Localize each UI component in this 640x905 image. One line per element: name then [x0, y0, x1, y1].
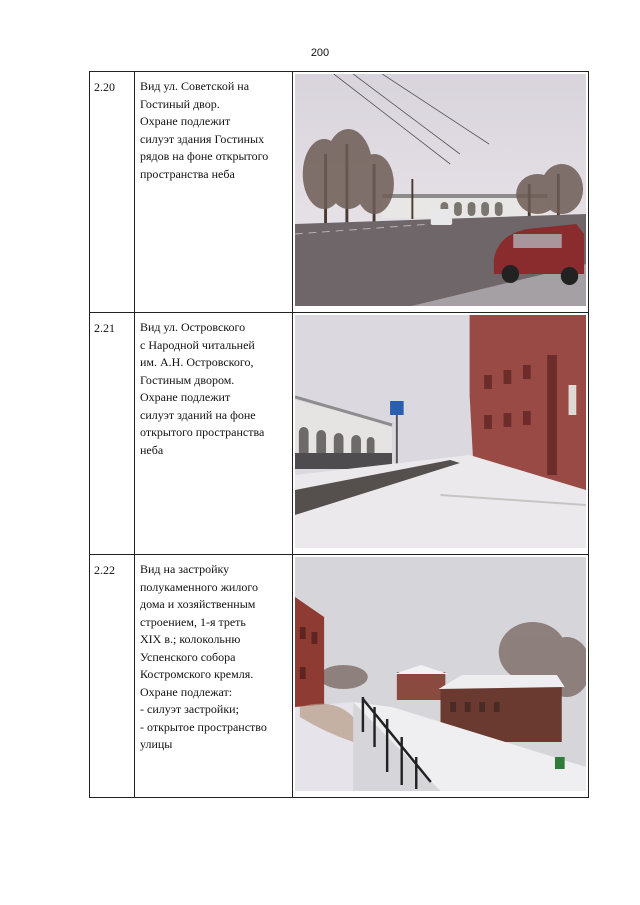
photo-cell	[293, 313, 589, 555]
desc-line: строением, 1-я треть	[140, 614, 246, 629]
desc-line: открытого пространства	[140, 425, 265, 439]
desc-line: Охране подлежит	[140, 390, 231, 404]
desc-line: Вид ул. Советской на	[140, 79, 250, 93]
row-description	[135, 313, 293, 555]
desc-line: неба	[140, 442, 164, 457]
table-row	[90, 313, 589, 555]
row-number: 2.20	[90, 72, 135, 313]
street-photo-icon	[295, 315, 586, 548]
desc-line: с Народной читальней	[140, 337, 255, 352]
heritage-views-table	[89, 71, 589, 798]
desc-line: Вид на застройку	[140, 562, 230, 576]
desc-line: - силуэт застройки;	[140, 702, 239, 716]
desc-line: силуэт зданий на фоне	[140, 407, 256, 422]
page-number: 200	[310, 47, 330, 59]
photo-cell	[293, 555, 589, 798]
desc-line: улицы	[140, 737, 173, 751]
desc-line: Вид ул. Островского	[140, 320, 246, 334]
desc-line: рядов на фоне открытого	[140, 149, 269, 163]
street-photo-icon	[295, 74, 586, 306]
desc-line: полукаменного жилого	[140, 579, 258, 594]
row-description	[135, 555, 293, 798]
desc-line: Охране подлежит	[140, 114, 231, 128]
desc-line: Охране подлежат:	[140, 684, 233, 699]
desc-line: Успенского собора	[140, 649, 236, 664]
desc-line: пространства неба	[140, 166, 235, 181]
desc-line: дома и хозяйственным	[140, 597, 256, 611]
winter-street-photo-icon	[295, 557, 586, 791]
desc-line: XIX в.; колокольню	[140, 632, 241, 646]
row-description	[135, 72, 293, 313]
row-number: 2.21	[90, 313, 135, 555]
table-row	[90, 72, 589, 313]
desc-line: им. А.Н. Островского,	[140, 355, 254, 369]
desc-line: Гостиный двор.	[140, 96, 220, 111]
table-row	[90, 555, 589, 798]
photo-cell	[293, 72, 589, 313]
desc-line: Костромского кремля.	[140, 667, 254, 681]
row-number: 2.22	[90, 555, 135, 798]
desc-line: - открытое пространство	[140, 719, 267, 734]
desc-line: Гостиным двором.	[140, 372, 235, 387]
desc-line: силуэт здания Гостиных	[140, 131, 265, 146]
